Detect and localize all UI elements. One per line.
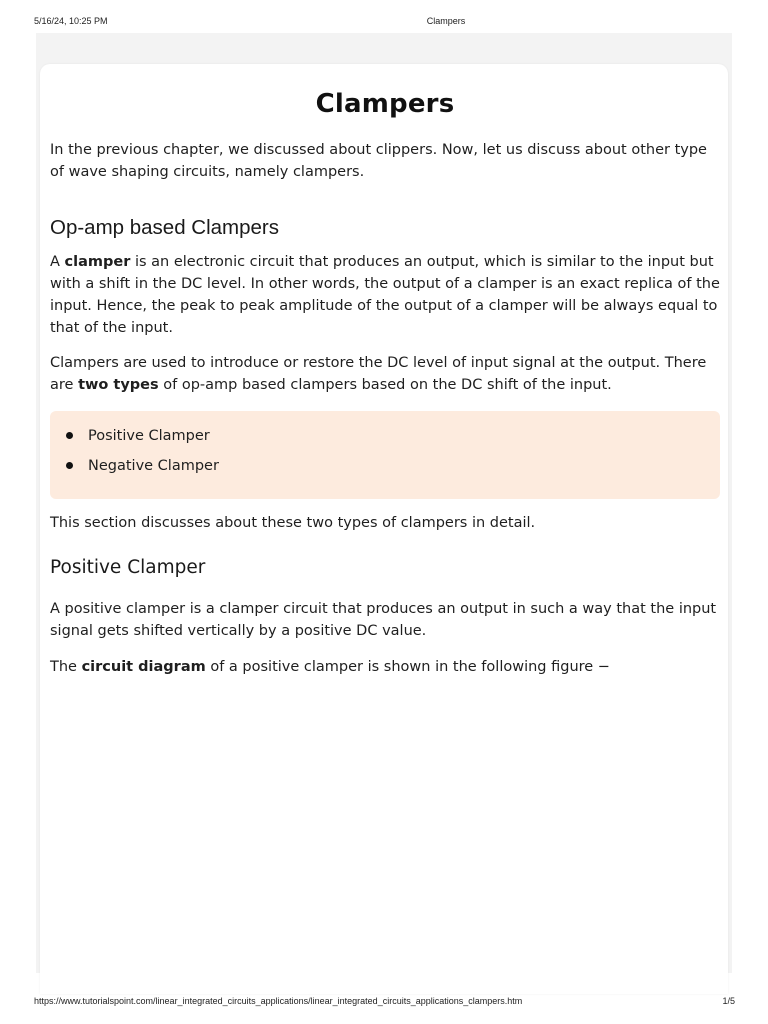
- definition-bold-term: clamper: [64, 254, 131, 270]
- uses-bold-term: two types: [78, 377, 159, 393]
- uses-text-rest: of op-amp based clampers based on the DC shift of the input.: [158, 377, 612, 393]
- print-url: https://www.tutorialspoint.com/linear_integrated_circuits_applications/linear_integrated_circuits_applications_clampers.htm: [34, 996, 523, 1006]
- diagram-text-rest: of a positive clamper is shown in the following figure −: [205, 659, 610, 675]
- print-header: [0, 16, 768, 32]
- diagram-bold-term: circuit diagram: [81, 659, 206, 675]
- clamper-types-list: [50, 411, 720, 499]
- section-heading-positive-clamper: Positive Clamper: [50, 557, 206, 578]
- clamper-definition-paragraph: [50, 251, 720, 339]
- list-item-label: Negative Clamper: [88, 458, 219, 474]
- definition-text-rest: is an electronic circuit that produces an output, which is similar to the input but with a shift in the DC level. In other words, the output of a clamper is an exact replica of the input. Hence, the peak to peak amplitude of the output of a clamper will be always equal to that of the input.: [50, 254, 720, 336]
- list-item: [50, 455, 720, 485]
- diagram-text-start: The: [50, 659, 82, 675]
- clamper-uses-paragraph: [50, 352, 720, 396]
- definition-text-start: A: [50, 254, 65, 270]
- section-heading-opamp-clampers: Op-amp based Clampers: [50, 216, 280, 239]
- print-datetime: 5/16/24, 10:25 PM: [34, 16, 108, 26]
- list-item: [50, 425, 720, 455]
- article-content: [50, 84, 720, 678]
- print-doc-title: Clampers: [426, 16, 466, 26]
- bullet-icon: [66, 432, 73, 439]
- print-page-number: 1/5: [722, 996, 735, 1006]
- bullet-icon: [66, 462, 73, 469]
- uses-text-start: Clampers are used to introduce or restore the DC level of input signal at the output. There are: [50, 355, 707, 393]
- positive-clamper-paragraph: A positive clamper is a clamper circuit that produces an output in such a way that the input signal gets shifted vertically by a positive DC value.: [50, 601, 717, 639]
- page-title: Clampers: [315, 89, 455, 119]
- intro-paragraph: In the previous chapter, we discussed about clippers. Now, let us discuss about other type of wave shaping circuits, namely clampers.: [50, 142, 707, 180]
- list-item-label: Positive Clamper: [88, 428, 210, 444]
- print-footer: [0, 996, 768, 1012]
- circuit-diagram-paragraph: [50, 656, 720, 678]
- section-detail-paragraph: This section discusses about these two types of clampers in detail.: [50, 515, 536, 531]
